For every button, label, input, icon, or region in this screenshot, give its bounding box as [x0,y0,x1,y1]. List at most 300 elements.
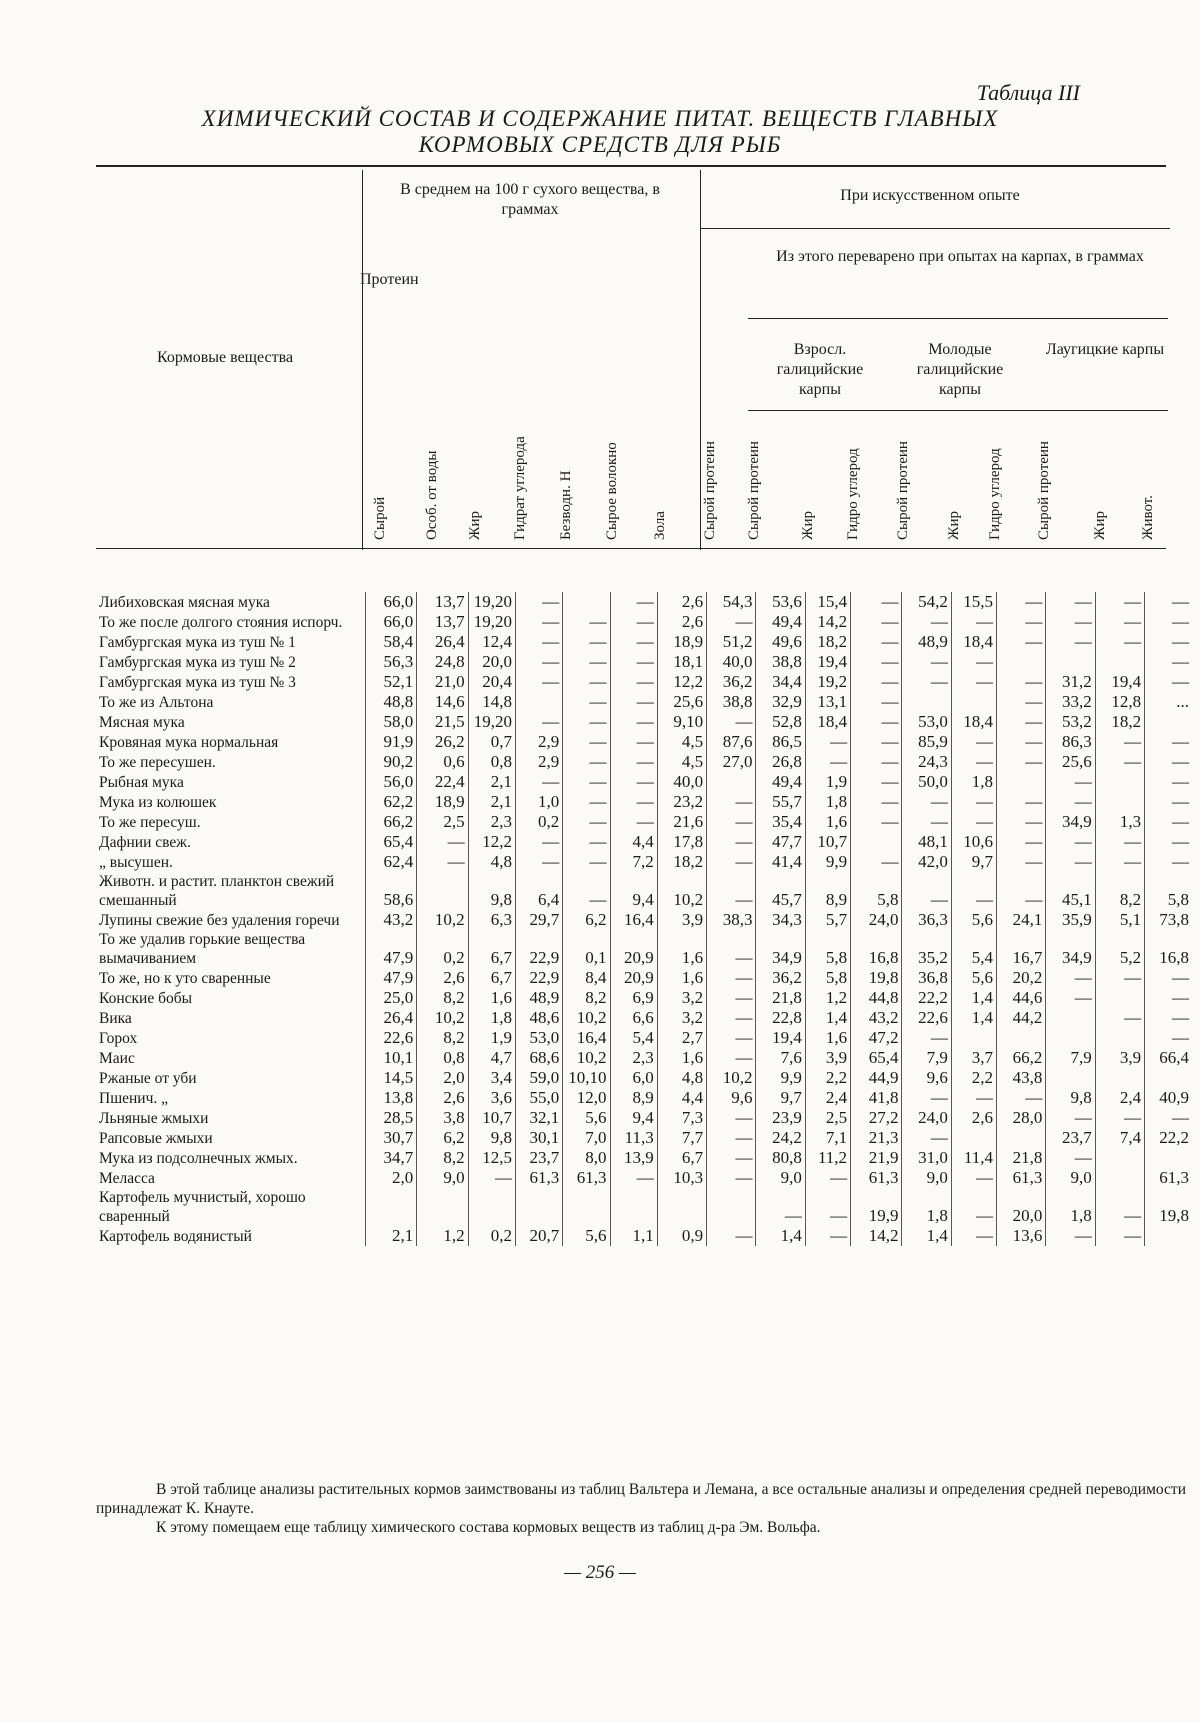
value-cell [657,1188,706,1226]
value-cell: 0,2 [468,1226,515,1246]
value-cell: 12,8 [1095,692,1144,712]
value-cell: — [515,832,562,852]
value-cell: 19,4 [1095,672,1144,692]
value-cell [1046,1068,1095,1088]
value-cell: 26,4 [365,1008,416,1028]
value-cell: — [563,752,610,772]
value-cell: 40,0 [707,652,756,672]
value-cell: 36,3 [902,910,951,930]
table-row [96,612,1192,632]
col-header-14: Гидро углерод [987,440,1004,540]
value-cell: 61,3 [515,1168,562,1188]
value-cell: 55,7 [756,792,805,812]
value-cell: 24,3 [902,752,951,772]
value-cell: 12,2 [657,672,706,692]
feed-name: То же из Альтона [96,692,365,712]
value-cell: 1,6 [657,968,706,988]
value-cell: — [997,712,1046,732]
value-cell: 9,6 [902,1068,951,1088]
header-digested-group: Из этого переварено при опытах на карпах, в граммах [760,242,1160,272]
value-cell: 90,2 [365,752,416,772]
table-row [96,752,1192,772]
value-cell: 6,7 [468,968,515,988]
value-cell: 36,2 [756,968,805,988]
value-cell: 42,0 [902,852,951,872]
value-cell: 9,0 [756,1168,805,1188]
feed-name: Рыбная мука [96,772,365,792]
value-cell [997,652,1046,672]
value-cell: — [610,732,657,752]
value-cell: 23,2 [657,792,706,812]
value-cell: 2,3 [468,812,515,832]
value-cell: — [1145,732,1192,752]
value-cell: — [805,732,850,752]
value-cell: — [997,612,1046,632]
value-cell: — [707,930,756,968]
value-cell: 58,4 [365,632,416,652]
value-cell: 49,4 [756,612,805,632]
value-cell: — [1145,792,1192,812]
value-cell [902,692,951,712]
value-cell: 6,6 [610,1008,657,1028]
value-cell: 2,1 [365,1226,416,1246]
value-cell: — [1145,632,1192,652]
value-cell: 61,3 [851,1168,902,1188]
value-cell: 55,0 [515,1088,562,1108]
value-cell [610,1188,657,1226]
header-divider-v2 [700,170,701,550]
value-cell: 11,3 [610,1128,657,1148]
table-row [96,968,1192,988]
value-cell: 19,8 [851,968,902,988]
value-cell: 73,8 [1145,910,1192,930]
value-cell: 54,3 [707,592,756,612]
value-cell: 2,6 [417,1088,468,1108]
value-cell: — [951,872,996,910]
value-cell [851,832,902,852]
table-row [96,772,1192,792]
value-cell: 22,6 [365,1028,416,1048]
value-cell: 2,3 [610,1048,657,1068]
value-cell: 10,2 [417,910,468,930]
value-cell: 19,2 [805,672,850,692]
header-bottom-rule [96,548,1166,549]
value-cell: 9,6 [707,1088,756,1108]
value-cell: — [997,872,1046,910]
value-cell: — [707,832,756,852]
value-cell [1046,1008,1095,1028]
value-cell: 26,4 [417,632,468,652]
value-cell: 5,4 [951,930,996,968]
value-cell: 66,4 [1145,1048,1192,1068]
value-cell: 34,3 [756,910,805,930]
value-cell: — [997,752,1046,772]
value-cell: 80,8 [756,1148,805,1168]
value-cell: — [1145,988,1192,1008]
value-cell: 16,4 [563,1028,610,1048]
value-cell: — [1095,752,1144,772]
value-cell: 45,1 [1046,872,1095,910]
footnote-line-1: В этой таблице анализы растительных кормов заимствованы из таблиц Вальтера и Лемана, а все остальные анализы и определения средней переводимости принадлежат К. Кнауте. [96,1480,1186,1518]
value-cell: — [1145,592,1192,612]
footnote-line-2: К этому помещаем еще таблицу химического состава кормовых веществ из таблиц д-ра Эм. Вольфа. [96,1518,1186,1537]
value-cell [515,1188,562,1226]
value-cell: 19,8 [1145,1188,1192,1226]
value-cell: — [997,632,1046,652]
value-cell: 1,4 [902,1226,951,1246]
value-cell: 52,1 [365,672,416,692]
value-cell: 2,6 [417,968,468,988]
value-cell: — [1046,968,1095,988]
value-cell: — [951,672,996,692]
value-cell: 23,9 [756,1108,805,1128]
value-cell [1095,772,1144,792]
value-cell: — [610,752,657,772]
value-cell: 22,8 [756,1008,805,1028]
feed-name: Гамбургская мука из туш № 2 [96,652,365,672]
value-cell [1046,1028,1095,1048]
value-cell: 47,9 [365,930,416,968]
value-cell: — [851,732,902,752]
value-cell: 6,7 [468,930,515,968]
value-cell: 10,2 [563,1048,610,1068]
value-cell: — [851,632,902,652]
value-cell: 13,9 [610,1148,657,1168]
value-cell: 14,8 [468,692,515,712]
value-cell: — [1095,852,1144,872]
value-cell: 52,8 [756,712,805,732]
value-cell: 8,2 [563,988,610,1008]
value-cell: 10,2 [707,1068,756,1088]
value-cell: 5,8 [851,872,902,910]
value-cell: — [851,592,902,612]
value-cell: — [1046,1148,1095,1168]
col-header-15: Сырой протеин [1036,440,1053,540]
value-cell: 16,4 [610,910,657,930]
value-cell: — [707,1128,756,1148]
value-cell: — [707,1048,756,1068]
value-cell [951,1028,996,1048]
value-cell: 4,5 [657,732,706,752]
value-cell: 9,0 [902,1168,951,1188]
value-cell: 17,8 [657,832,706,852]
value-cell: — [851,712,902,732]
table-title [130,106,1070,158]
header-adult-carp: Взросл. галицийские карпы [755,340,885,400]
value-cell: 0,6 [417,752,468,772]
value-cell: 9,9 [805,852,850,872]
value-cell: 9,4 [610,1108,657,1128]
value-cell: ... [1145,692,1192,712]
value-cell: 8,2 [417,988,468,1008]
col-header-10: Жир [800,480,817,540]
value-cell: 1,9 [468,1028,515,1048]
value-cell: 20,2 [997,968,1046,988]
value-cell: 4,8 [468,852,515,872]
value-cell: 33,2 [1046,692,1095,712]
value-cell: — [515,612,562,632]
value-cell: — [1095,592,1144,612]
feed-name: Гамбургская мука из туш № 1 [96,632,365,652]
header-protein-group: Протеин [360,270,480,290]
value-cell: — [851,692,902,712]
col-header-12: Сырой протеин [895,430,912,540]
value-cell: 7,3 [657,1108,706,1128]
value-cell: — [1145,1008,1192,1028]
feed-name: Рапсовые жмыхи [96,1128,365,1148]
value-cell [1095,988,1144,1008]
value-cell: 21,9 [851,1148,902,1168]
value-cell: 3,8 [417,1108,468,1128]
value-cell: 85,9 [902,732,951,752]
value-cell: 1,1 [610,1226,657,1246]
value-cell: 3,7 [951,1048,996,1068]
document-page [0,0,1200,1723]
table-row [96,1128,1192,1148]
value-cell: 18,1 [657,652,706,672]
value-cell: 10,2 [563,1008,610,1028]
value-cell: 58,0 [365,712,416,732]
value-cell: — [1145,812,1192,832]
value-cell [1145,1068,1192,1088]
feed-name: Вика [96,1008,365,1028]
value-cell: 7,7 [657,1128,706,1148]
value-cell: 8,0 [563,1148,610,1168]
value-cell: 61,3 [563,1168,610,1188]
header-exp-group: При искусственном опыте [760,186,1100,206]
value-cell: 0,9 [657,1226,706,1246]
value-cell: 59,0 [515,1068,562,1088]
feed-name: Картофель водянистый [96,1226,365,1246]
value-cell: 44,6 [997,988,1046,1008]
value-cell: 6,7 [657,1148,706,1168]
value-cell: 5,2 [1095,930,1144,968]
col-header-13: Жир [946,480,963,540]
value-cell [365,1188,416,1226]
value-cell: — [1145,852,1192,872]
value-cell: 48,8 [365,692,416,712]
value-cell: — [610,1168,657,1188]
value-cell: — [851,652,902,672]
value-cell: 53,6 [756,592,805,612]
value-cell: — [851,672,902,692]
value-cell: 31,0 [902,1148,951,1168]
value-cell: 10,3 [657,1168,706,1188]
feed-name: То же пересушен. [96,752,365,772]
value-cell: — [515,592,562,612]
feed-name: То же пересуш. [96,812,365,832]
value-cell: — [902,652,951,672]
value-cell: — [951,1188,996,1226]
value-cell: 0,1 [563,930,610,968]
value-cell: 38,8 [707,692,756,712]
value-cell: 1,2 [417,1226,468,1246]
value-cell: 5,7 [805,910,850,930]
value-cell: — [902,672,951,692]
value-cell: 66,0 [365,612,416,632]
value-cell: 16,8 [1145,930,1192,968]
value-cell: 8,4 [563,968,610,988]
value-cell: 49,6 [756,632,805,652]
value-cell: — [707,712,756,732]
value-cell: — [902,812,951,832]
table-row [96,792,1192,812]
value-cell: 54,2 [902,592,951,612]
value-cell: 1,6 [805,1028,850,1048]
value-cell: — [1145,1108,1192,1128]
value-cell: 1,2 [805,988,850,1008]
value-cell: 2,9 [515,732,562,752]
table-row [96,1028,1192,1048]
value-cell: 14,2 [805,612,850,632]
value-cell: 56,3 [365,652,416,672]
value-cell: 3,9 [1095,1048,1144,1068]
table-body [96,592,1192,1246]
value-cell: — [1046,1108,1095,1128]
value-cell: 22,2 [902,988,951,1008]
value-cell: 50,0 [902,772,951,792]
table-row [96,872,1192,910]
value-cell: 51,2 [707,632,756,652]
value-cell: — [851,852,902,872]
value-cell: — [951,1088,996,1108]
value-cell: 25,6 [1046,752,1095,772]
value-cell: 1,4 [805,1008,850,1028]
col-header-9: Сырой протеин [746,440,763,540]
value-cell: 1,6 [805,812,850,832]
value-cell: 13,7 [417,612,468,632]
value-cell: 22,9 [515,930,562,968]
value-cell: 53,0 [515,1028,562,1048]
value-cell: 21,8 [997,1148,1046,1168]
value-cell: 7,6 [756,1048,805,1068]
value-cell: — [997,852,1046,872]
value-cell: 22,4 [417,772,468,792]
value-cell: 12,2 [468,832,515,852]
value-cell: 34,9 [756,930,805,968]
value-cell: — [805,1226,850,1246]
value-cell: 12,4 [468,632,515,652]
value-cell: 35,2 [902,930,951,968]
col-header-2: Особ. от воды [424,380,441,540]
value-cell: 10,7 [805,832,850,852]
value-cell: 5,6 [563,1226,610,1246]
value-cell: — [997,1088,1046,1108]
feed-name: Горох [96,1028,365,1048]
value-cell: 1,4 [951,1008,996,1028]
value-cell: 7,9 [902,1048,951,1068]
feed-name: Меласса [96,1168,365,1188]
value-cell [1095,792,1144,812]
value-cell: — [610,772,657,792]
value-cell: — [997,692,1046,712]
value-cell: — [1145,652,1192,672]
col-header-16: Жир [1092,480,1109,540]
value-cell: — [1095,1008,1144,1028]
value-cell: 1,8 [805,792,850,812]
value-cell: 3,2 [657,1008,706,1028]
header-divider-h3 [748,410,1168,411]
value-cell: 34,9 [1046,812,1095,832]
value-cell: — [1145,968,1192,988]
value-cell [417,872,468,910]
value-cell: 2,0 [365,1168,416,1188]
value-cell: 7,4 [1095,1128,1144,1148]
feed-name: Кровяная мука нормальная [96,732,365,752]
value-cell: — [1145,752,1192,772]
table-row [96,712,1192,732]
value-cell: 12,5 [468,1148,515,1168]
value-cell: 27,0 [707,752,756,772]
value-cell: 9,8 [468,872,515,910]
value-cell: — [951,652,996,672]
value-cell: 20,4 [468,672,515,692]
value-cell: 1,8 [951,772,996,792]
value-cell: 1,6 [657,930,706,968]
feed-name: Лупины свежие без удаления горечи [96,910,365,930]
value-cell: 8,2 [417,1028,468,1048]
value-cell: — [1145,672,1192,692]
value-cell: 9,4 [610,872,657,910]
value-cell: — [1046,592,1095,612]
table-row [96,1088,1192,1108]
value-cell: — [1095,632,1144,652]
value-cell: — [1046,612,1095,632]
table-row [96,832,1192,852]
value-cell: 18,2 [1095,712,1144,732]
value-cell: 2,6 [951,1108,996,1128]
value-cell: 10,7 [468,1108,515,1128]
value-cell: 36,2 [707,672,756,692]
value-cell: 0,2 [417,930,468,968]
value-cell: 7,2 [610,852,657,872]
value-cell: 3,9 [805,1048,850,1068]
value-cell: 11,4 [951,1148,996,1168]
value-cell: — [563,772,610,792]
value-cell: 16,7 [997,930,1046,968]
table-row [96,672,1192,692]
value-cell: 1,4 [756,1226,805,1246]
value-cell: — [563,612,610,632]
value-cell: 53,2 [1046,712,1095,732]
value-cell [1046,652,1095,672]
value-cell: — [707,792,756,812]
feed-name: Мука из подсолнечных жмых. [96,1148,365,1168]
value-cell: — [851,612,902,632]
col-header-4: Гидрат углерода [512,380,529,540]
table-row [96,988,1192,1008]
col-header-5: Безводн. Н [558,420,575,540]
value-cell: 8,9 [805,872,850,910]
value-cell: 47,7 [756,832,805,852]
value-cell: 5,6 [951,968,996,988]
value-cell: — [515,652,562,672]
value-cell: 9,7 [756,1088,805,1108]
value-cell [468,1188,515,1226]
value-cell: — [707,988,756,1008]
value-cell: 43,2 [851,1008,902,1028]
value-cell: 24,1 [997,910,1046,930]
value-cell [515,692,562,712]
value-cell: — [563,672,610,692]
value-cell: — [610,692,657,712]
table-row [96,1148,1192,1168]
value-cell: — [563,812,610,832]
value-cell [1145,712,1192,732]
value-cell: 44,8 [851,988,902,1008]
value-cell: 22,2 [1145,1128,1192,1148]
value-cell: — [997,732,1046,752]
